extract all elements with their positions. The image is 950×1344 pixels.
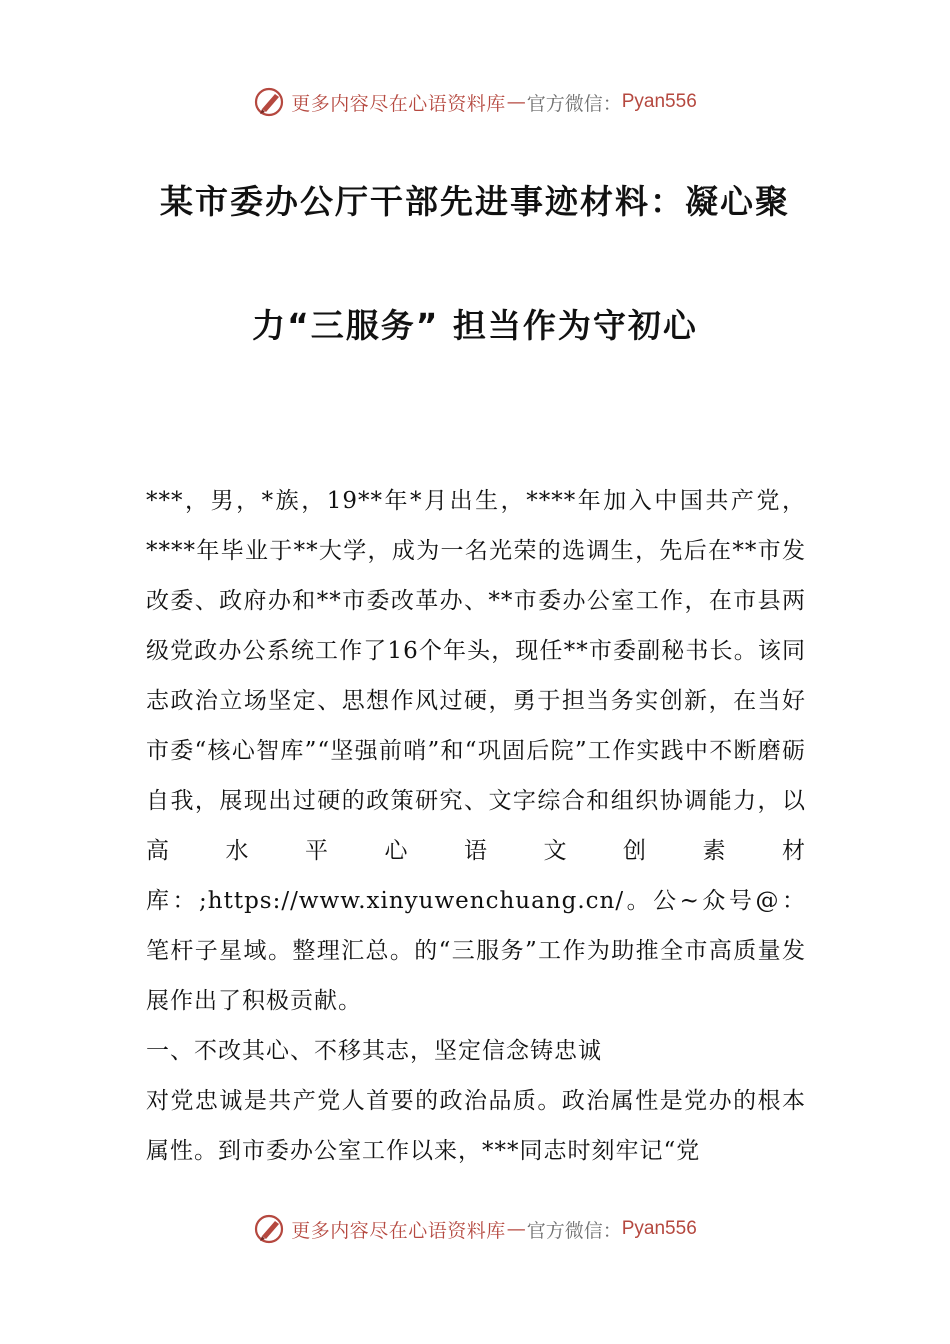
- pen-logo-icon: [253, 85, 287, 119]
- pen-logo-icon: [253, 1212, 287, 1246]
- document-body: [146, 476, 806, 1176]
- watermark-separator: —: [506, 91, 526, 113]
- document-title-line-1: 某市委办公厅干部先进事迹材料：凝心聚: [160, 182, 790, 221]
- watermark-label: 官方微信：: [526, 1219, 622, 1242]
- section-heading-1: 一、不改其心、不移其志，坚定信念铸忠诚: [146, 1038, 602, 1064]
- document-title-line-2: 力“三服务” 担当作为守初心: [252, 306, 698, 345]
- body-paragraph-1: ***，男，*族，19**年*月出生，****年加入中国共产党，****年毕业于**大学，成为一名光荣的选调生，先后在**市发改委、政府办和**市委改革办、**市委办公室工作，在市县两级党政办公系统工作了16个年头，现任**市委副秘书长。该同志政治立场坚定、思想作风过硬，勇于担当务实创新，在当好市委“核心智库”“坚强前哨”和“巩固后院”工作实践中不断磨砺自我，展现出过硬的政策研究、文字综合和组织协调能力，以高水平心语文创素材库：;https://www.xinyuwenchuang.cn/。公~众号@：笔杆子星域。整理汇总。的“三服务”工作为助推全市高质量发展作出了积极贡献。: [146, 488, 806, 1014]
- watermark-text: 更多内容尽在心语资料库: [291, 92, 506, 115]
- watermark-id: Pyan556: [621, 1218, 697, 1239]
- watermark-text: 更多内容尽在心语资料库: [291, 1219, 506, 1242]
- header-watermark: [0, 82, 950, 122]
- footer-watermark: [0, 1209, 950, 1249]
- watermark-id: Pyan556: [621, 91, 697, 112]
- watermark-label: 官方微信：: [526, 92, 622, 115]
- body-paragraph-2: 对党忠诚是共产党人首要的政治品质。政治属性是党办的根本属性。到市委办公室工作以来，***同志时刻牢记“党: [146, 1088, 806, 1164]
- watermark-separator: —: [506, 1218, 526, 1240]
